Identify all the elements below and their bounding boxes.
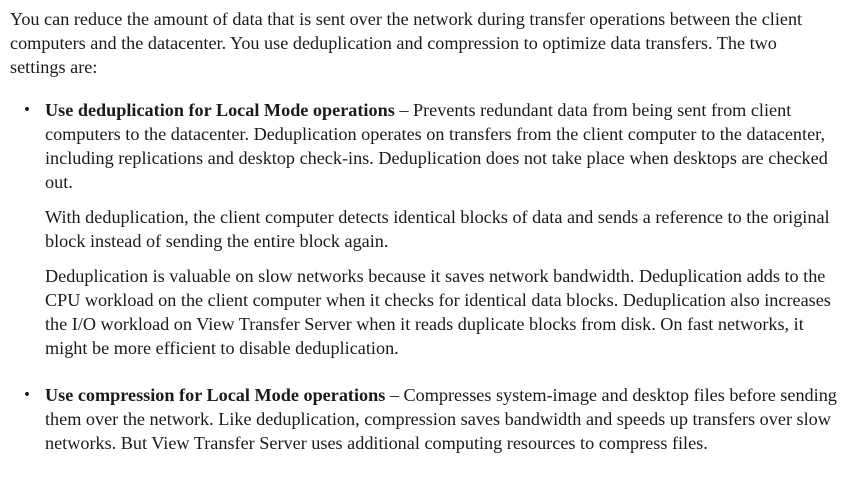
setting-paragraph [45,383,841,455]
term-dash: – [394,100,413,120]
setting-description: Compresses system-image and desktop files before sending them over the network. Like deduplication, compression saves bandwidth and speeds up transfers over slow networks. But View Transfer Server uses additional computing resources to compress files. [45,385,837,453]
body-paragraph: With deduplication, the client computer detects identical blocks of data and sends a reference to the original block instead of sending the entire block again. [45,207,830,251]
setting-description: Prevents redundant data from being sent from client computers to the datacenter. Deduplication operates on transfers from the client computer to the datacenter, including replications and desktop check-ins. Deduplication does not take place when desktops are checked out. [45,100,828,192]
body-paragraph: Deduplication is valuable on slow networks because it saves network bandwidth. Deduplication adds to the CPU workload on the client computer when it checks for identical data blocks. Deduplication also increases the I/O workload on View Transfer Server when it reads duplicate blocks from disk. On fast networks, it might be more efficient to disable deduplication. [45,266,831,358]
setting-item-deduplication [22,98,841,371]
term-dash: – [385,385,404,405]
setting-item-compression [22,383,841,466]
setting-term: Use deduplication for Local Mode operations [45,100,395,120]
bullet-marker: • [22,387,32,403]
setting-paragraph [45,98,841,194]
setting-term: Use compression for Local Mode operations [45,385,386,405]
bullet-marker: • [22,102,32,118]
intro-paragraph: You can reduce the amount of data that is sent over the network during transfer operations between the client computers and the datacenter. You use deduplication and compression to optimize data transfers. The two settings are: [10,9,803,77]
